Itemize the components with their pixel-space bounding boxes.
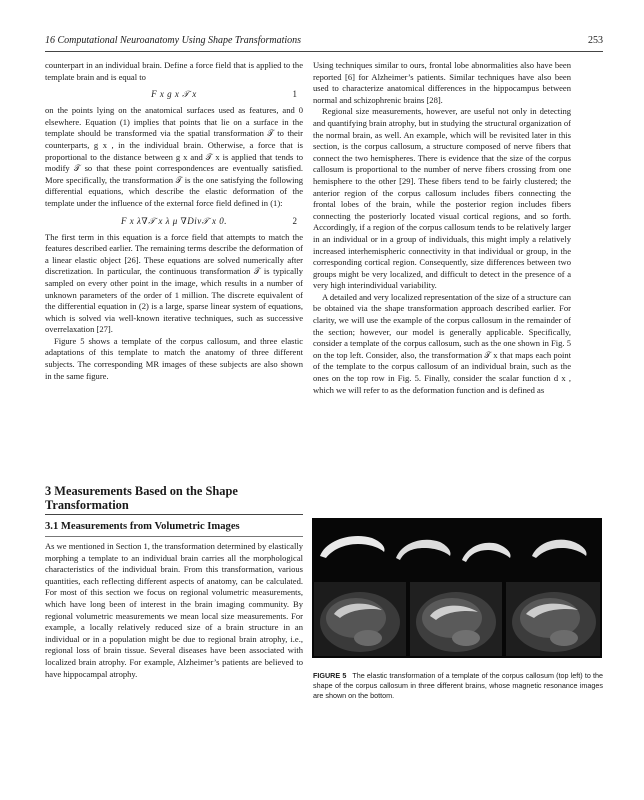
figure-illustration bbox=[312, 518, 602, 658]
subsection-heading: 3.1 Measurements from Volumetric Images bbox=[45, 521, 240, 532]
page-number: 253 bbox=[588, 35, 603, 46]
subsection-rule bbox=[45, 536, 303, 537]
section-heading: 3 Measurements Based on the Shape Transformation bbox=[45, 484, 238, 512]
chapter-title: 16 Computational Neuroanatomy Using Shape Transformations bbox=[45, 35, 302, 46]
equation-1 bbox=[45, 86, 303, 103]
paragraph: A detailed and very localized representation of the size of a structure can be obtained via the shape transformation approach described earlier. For clarity, we will use the example of the corpus callosum in the remainder of the section; however, our model is generally applicable. Specifically, consider a template of the corpus callosum, such as the one shown in Fig. 5 on the top left. Consider, also, the transformation 𝒯 x that maps each point of the template to the corpus callosum of an individual brain, such as the ones on the top row in Fig. 5. Finally, consider the scalar function d x , which we will refer to as the deformation function and is defined as bbox=[313, 291, 571, 395]
figure-label: FIGURE 5 bbox=[313, 671, 347, 680]
paragraph: As we mentioned in Section 1, the transformation determined by elastically morphing a template to an individual brain carries all the morphological characteristics of the individual brain. From this transformation, various quantities, each reflecting different aspects of anatomy, can be calculated. For most of this section we focus on regional volumetric measurements, which have long been of interest in the brain imaging community. By regional volumetric measurements we mean local size measurements. For example, a locally relatively reduced size of a brain structure in an individual or in a population might be due to regional brain atrophy, i.e., regional loss of brain tissue. Several diseases have been associated with localized brain atrophy. For example, Alzheimer’s patients are believed to have hippocampal atrophy. bbox=[45, 541, 304, 679]
right-column bbox=[313, 60, 571, 396]
figure-caption bbox=[313, 671, 603, 702]
mr-slice-1 bbox=[314, 582, 406, 656]
figure-5-image bbox=[312, 518, 602, 658]
paragraph: Figure 5 shows a template of the corpus callosum, and three elastic adaptations of this template to match the anatomy of three different subjects. The corresponding MR images of these subjects are also shown in the same figure. bbox=[45, 335, 303, 381]
paragraph: The first term in this equation is a force field that attempts to match the features described earlier. The remaining terms describe the deformation of a linear elastic object [26]. These equations are solved numerically after discretization. In particular, the continuous transformation 𝒯 is typically sampled on every other point in the image, which results in a number of unknown parameters of the order of 1 million. The discrete equivalent of the differential equation in (2) is a large, sparse linear system of equations, which is solved via well-known iterative techniques, such as successive overrelaxation [27]. bbox=[45, 231, 303, 335]
paragraph: Regional size measurements, however, are useful not only in detecting and quantifying brain atrophy, but in studying the structural organization of the normal brain, as well. An example, which will be revisited later in this section, is the corpus callosum, a structure composed of nerve fibers that connect the two hemispheres. There is evidence that the size of the corpus callosum is proportional to the number of nerve fibers crossing from one hemisphere to the other [29]. These fibers tend to be fairly clustered; the anterior region of the corpus callosum includes fibers connecting the frontal lobes of the brain, while the posterior region includes fibers connecting the posteriorly located visual cortical regions, and so forth. Accordingly, if a region of the corpus callosum tends to be relatively larger in an individual or in a group of individuals, this might imply a relatively increased interhemispheric connectivity in that individual or group, in the corresponding cortical region. Consequently, size differences between two groups might be very localized, and difficult to detect in the presence of a very high interindividual variability. bbox=[313, 106, 571, 291]
equation-2 bbox=[45, 213, 303, 230]
header-rule bbox=[45, 51, 603, 52]
paragraph: counterpart in an individual brain. Define a force field that is applied to the template brain and is equal to bbox=[45, 60, 303, 82]
equation-expression: F x g x 𝒯 x bbox=[151, 89, 197, 100]
paragraph: Using techniques similar to ours, frontal lobe abnormalities also have been reported [6] for Alzheimer’s patients. Similar techniques have also been used to characterize anatomical differences in the hippocampus between normal and schizophrenic brains [28]. bbox=[313, 60, 571, 105]
running-header bbox=[45, 35, 603, 49]
equation-number: 1 bbox=[292, 89, 297, 100]
left-column bbox=[45, 60, 303, 382]
section-rule bbox=[45, 514, 303, 515]
mr-slice-3 bbox=[506, 582, 600, 656]
equation-expression: F x λ∇𝒯 x λ μ ∇Div𝒯 x 0. bbox=[121, 215, 227, 226]
mr-slice-2 bbox=[410, 582, 502, 656]
left-column-lower bbox=[45, 541, 303, 680]
paragraph: on the points lying on the anatomical surfaces used as features, and 0 elsewhere. Equation (1) implies that points that lie on a surface in the template should be transformed via the spatial transformation 𝒯 to their counterparts, g x , in the individual brain. Otherwise, a force that is proportional to the distance between g x and 𝒯 x is applied that tends to modify 𝒯 so that these point correspondences are eventually satisfied. More specifically, the transformation 𝒯 is the one satisfying the following differential equations, which describe the elastic deformation of the template under the influence of the external force field defined in (1): bbox=[45, 105, 303, 208]
equation-number: 2 bbox=[292, 215, 297, 226]
figure-caption-text: The elastic transformation of a template of the corpus callosum (top left) to the shape of the corpus callosum in three different brains, whose magnetic resonance images are shown on the bottom. bbox=[313, 671, 603, 701]
